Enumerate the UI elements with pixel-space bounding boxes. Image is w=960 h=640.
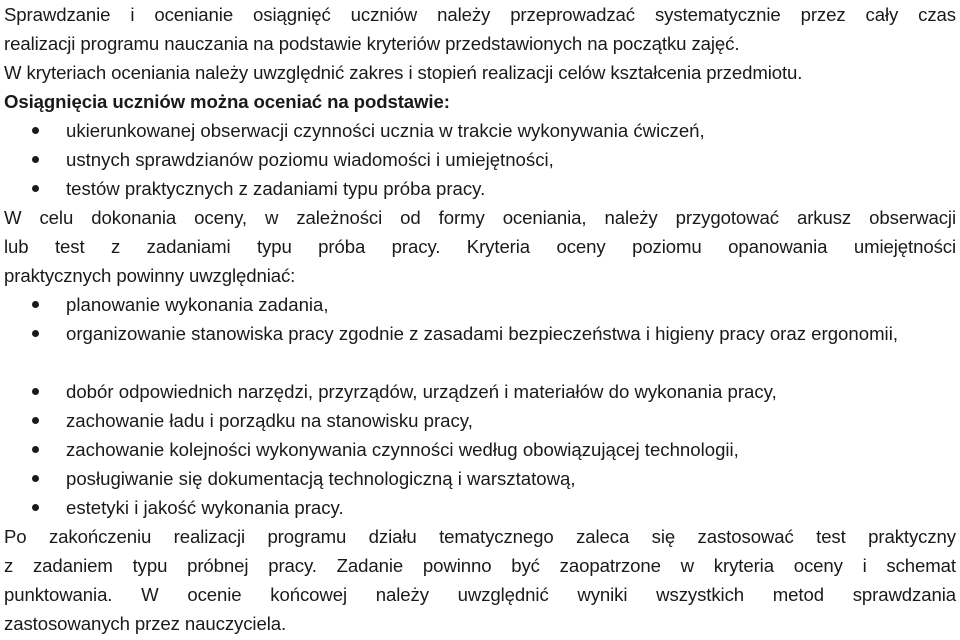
list-item-text: ukierunkowanej obserwacji czynności ucznia w trakcie wykonywania ćwiczeń, bbox=[66, 120, 705, 141]
list-item bbox=[4, 290, 956, 319]
list-item bbox=[4, 319, 956, 377]
list-item-text: zachowanie kolejności wykonywania czynności według obowiązującej technologii, bbox=[66, 439, 739, 460]
list-item bbox=[4, 145, 956, 174]
closing-line-1: Po zakończeniu realizacji programu działu tematycznego zaleca się zastosować test praktyczny bbox=[4, 526, 956, 547]
criteria-line-1: W celu dokonania oceny, w zależności od formy oceniania, należy przygotować arkusz obserwacji bbox=[4, 207, 956, 228]
list-item bbox=[4, 493, 956, 522]
criteria-paragraph bbox=[4, 203, 956, 290]
list-item-text: posługiwanie się dokumentacją technologiczną i warsztatową, bbox=[66, 468, 576, 489]
closing-line-2: z zadaniem typu próbnej pracy. Zadanie powinno być zaopatrzone w kryteria oceny i schemat bbox=[4, 555, 956, 576]
section-heading: Osiągnięcia uczniów można oceniać na podstawie: bbox=[4, 91, 450, 112]
intro-line-3: W kryteriach oceniania należy uwzględnić zakres i stopień realizacji celów kształcenia przedmiotu. bbox=[4, 62, 803, 83]
list-item-text: organizowanie stanowiska pracy zgodnie z zasadami bezpieczeństwa i higieny pracy oraz ergonomii, bbox=[66, 323, 898, 344]
intro-line-1: Sprawdzanie i ocenianie osiągnięć uczniów należy przeprowadzać systematycznie przez cały czas bbox=[4, 4, 956, 25]
list-item-text: dobór odpowiednich narzędzi, przyrządów, urządzeń i materiałów do wykonania pracy, bbox=[66, 381, 777, 402]
list-item bbox=[4, 406, 956, 435]
list-item-text: ustnych sprawdzianów poziomu wiadomości i umiejętności, bbox=[66, 149, 554, 170]
list-item bbox=[4, 174, 956, 203]
list-item bbox=[4, 377, 956, 406]
criteria-list bbox=[4, 290, 956, 522]
list-item bbox=[4, 464, 956, 493]
list-item-text: testów praktycznych z zadaniami typu próba pracy. bbox=[66, 178, 486, 199]
intro-line-2: realizacji programu nauczania na podstawie kryteriów przedstawionych na początku zajęć. bbox=[4, 33, 740, 54]
list-item-text: estetyki i jakość wykonania pracy. bbox=[66, 497, 344, 518]
list-item-text: zachowanie ładu i porządku na stanowisku pracy, bbox=[66, 410, 473, 431]
list-item bbox=[4, 435, 956, 464]
assessment-basis-list bbox=[4, 116, 956, 203]
criteria-line-2: lub test z zadaniami typu próba pracy. Kryteria oceny poziomu opanowania umiejętności bbox=[4, 236, 956, 257]
criteria-line-3: praktycznych powinny uwzględniać: bbox=[4, 265, 296, 286]
closing-line-3: punktowania. W ocenie końcowej należy uwzględnić wyniki wszystkich metod sprawdzania bbox=[4, 584, 956, 605]
list-item bbox=[4, 116, 956, 145]
closing-paragraph bbox=[4, 522, 956, 638]
closing-line-4: zastosowanych przez nauczyciela. bbox=[4, 613, 287, 634]
list-item-text: planowanie wykonania zadania, bbox=[66, 294, 329, 315]
intro-paragraph bbox=[4, 0, 956, 87]
